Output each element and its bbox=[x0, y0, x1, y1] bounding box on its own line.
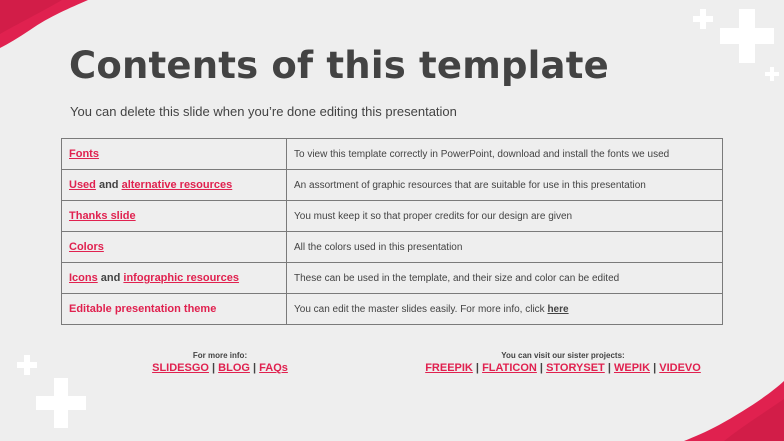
storyset-link[interactable]: STORYSET bbox=[546, 362, 605, 374]
row-label bbox=[62, 170, 287, 201]
link-separator: | bbox=[650, 362, 660, 374]
link-separator: | bbox=[536, 362, 547, 374]
slidesgo-link[interactable]: SLIDESGO bbox=[152, 362, 209, 374]
link-separator: | bbox=[604, 362, 614, 374]
footer-sister-projects-label: You can visit our sister projects: bbox=[501, 351, 625, 360]
row-label bbox=[62, 263, 287, 294]
footer-more-info bbox=[130, 351, 310, 374]
table-row bbox=[62, 201, 723, 232]
row-description: To view this template correctly in PowerPoint, download and install the fonts we used bbox=[287, 139, 723, 170]
row-description: An assortment of graphic resources that are suitable for use in this presentation bbox=[287, 170, 723, 201]
row-label bbox=[62, 201, 287, 232]
row-description-text: You can edit the master slides easily. For more info, click bbox=[294, 303, 548, 315]
videvo-link[interactable]: VIDEVO bbox=[659, 362, 701, 374]
table-row bbox=[62, 170, 723, 201]
table-row bbox=[62, 263, 723, 294]
alternative-resources-link[interactable]: alternative resources bbox=[121, 179, 233, 191]
blog-link[interactable]: BLOG bbox=[218, 362, 250, 374]
wepik-link[interactable]: WEPIK bbox=[613, 362, 651, 374]
used-link[interactable]: Used bbox=[69, 179, 96, 191]
footer-more-info-label: For more info: bbox=[192, 351, 248, 360]
infographic-resources-link[interactable]: infographic resources bbox=[123, 272, 239, 284]
row-label: Editable presentation theme bbox=[62, 294, 287, 325]
contents-table bbox=[61, 138, 723, 325]
table-row bbox=[62, 232, 723, 263]
red-wave-top-left bbox=[0, 0, 90, 50]
row-label bbox=[62, 232, 287, 263]
link-separator: | bbox=[472, 362, 483, 374]
link-separator: | bbox=[249, 362, 260, 374]
footer-more-info-links bbox=[130, 362, 310, 374]
row-label-connector: and bbox=[95, 179, 122, 191]
plus-icon bbox=[36, 378, 86, 428]
row-description: These can be used in the template, and their size and color can be edited bbox=[287, 263, 723, 294]
page-subtitle: You can delete this slide when you’re done editing this presentation bbox=[70, 104, 457, 119]
row-description: All the colors used in this presentation bbox=[287, 232, 723, 263]
plus-icon bbox=[693, 9, 713, 29]
red-wave-bottom-right bbox=[684, 381, 784, 441]
icons-link[interactable]: Icons bbox=[69, 272, 98, 284]
plus-icon bbox=[720, 9, 774, 63]
colors-link[interactable]: Colors bbox=[69, 241, 104, 253]
plus-icon bbox=[17, 355, 37, 375]
row-description: You must keep it so that proper credits for our design are given bbox=[287, 201, 723, 232]
row-label-connector: and bbox=[97, 272, 124, 284]
table-row bbox=[62, 139, 723, 170]
page-title: Contents of this template bbox=[69, 44, 609, 87]
thanks-slide-link[interactable]: Thanks slide bbox=[69, 210, 136, 222]
table-row bbox=[62, 294, 723, 325]
footer-sister-projects bbox=[413, 351, 713, 374]
link-separator: | bbox=[208, 362, 219, 374]
plus-icon bbox=[765, 67, 779, 81]
flaticon-link[interactable]: FLATICON bbox=[482, 362, 537, 374]
row-label bbox=[62, 139, 287, 170]
footer-sister-projects-links bbox=[413, 362, 713, 374]
fonts-link[interactable]: Fonts bbox=[69, 148, 99, 160]
here-link[interactable]: here bbox=[547, 303, 569, 315]
row-description bbox=[287, 294, 723, 325]
faqs-link[interactable]: FAQs bbox=[259, 362, 288, 374]
freepik-link[interactable]: FREEPIK bbox=[425, 362, 473, 374]
